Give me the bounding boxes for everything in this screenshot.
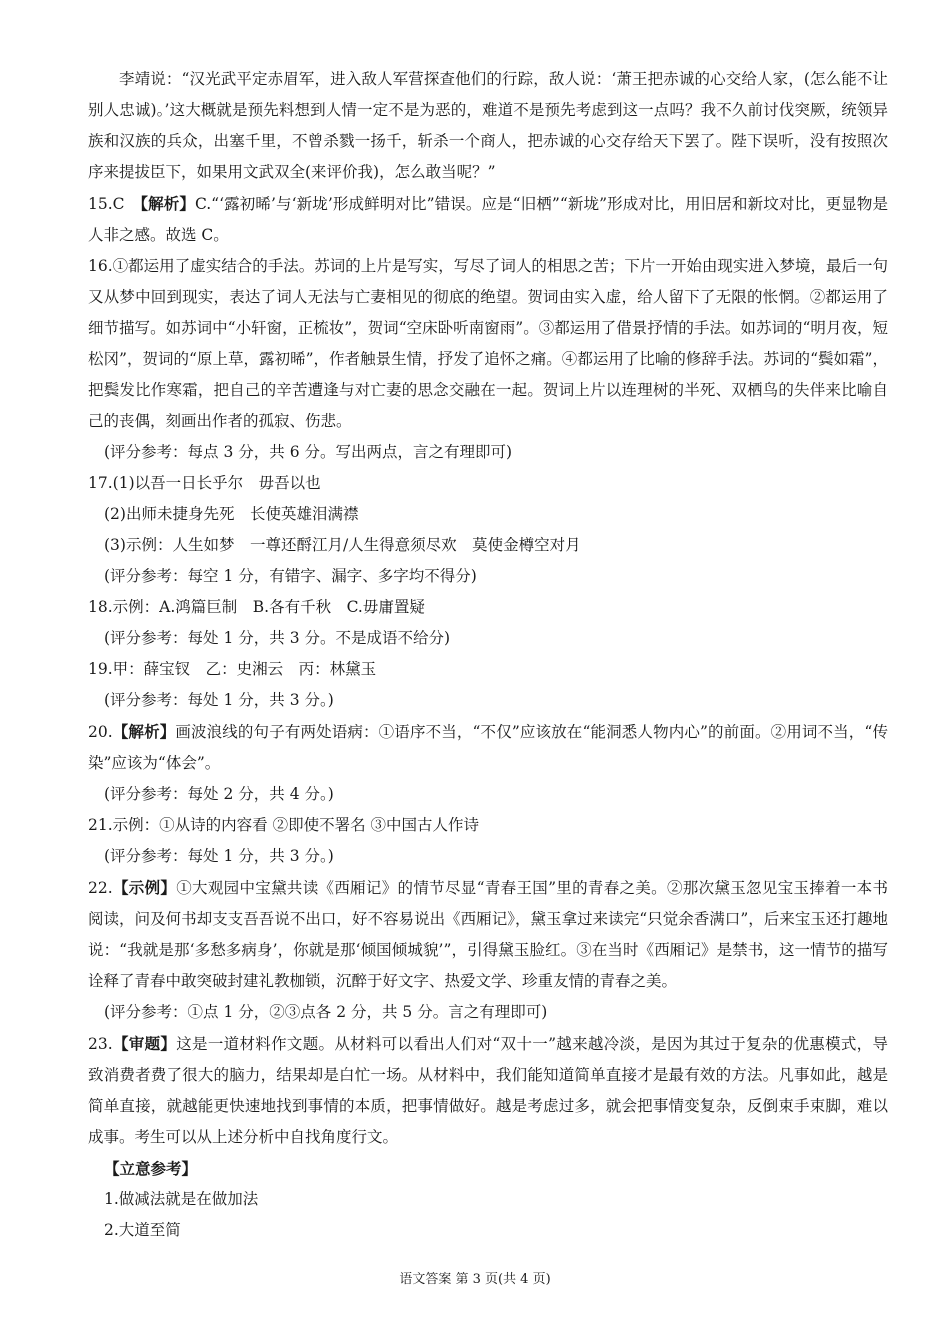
answer-23-reference-2: 2.大道至简 [104,1221,181,1239]
answer-17 [88,468,888,499]
answer-23-reference-1: 1.做减法就是在做加法 [104,1190,259,1208]
answer-18 [88,592,888,623]
answer-16-text: ①都运用了虚实结合的手法。苏词的上片是写实，写尽了词人的相思之苦；下片一开始由现实进入梦境，最后一句又从梦中回到现实，表达了词人无法与亡妻相见的彻底的绝望。贺词由实入虚，给人留下了无限的怅惘。②都运用了细节描写。如苏词中“小轩窗，正梳妆”，贺词“空床卧听南窗雨”。③都运用了借景抒情的手法。如苏词的“明月夜，短松冈”，贺词的“原上草，露初晞”，作者触景生情，抒发了追怀之痛。④都运用了比喻的修辞手法。苏词的“鬓如霜”，把鬓发比作寒霜，把自己的辛苦遭逢与对亡妻的思念交融在一起。贺词上片以连理树的半死、双栖鸟的失伴来比喻自己的丧偶，刻画出作者的孤寂、伤悲。 [88,257,888,430]
answer-20-scoring-note: (评分参考：每处 2 分，共 4 分。) [104,785,334,803]
answer-17-line-3: (3)示例：人生如梦 一尊还酹江月/人生得意须尽欢 莫使金樽空对月 [104,536,581,554]
page-footer: 语文答案 第 3 页(共 4 页) [399,1272,551,1287]
answer-17-number: 17. [88,474,113,492]
answer-16 [88,251,888,437]
answer-21-scoring-note: (评分参考：每处 1 分，共 3 分。) [104,847,334,865]
answer-21-number: 21. [88,816,113,834]
translation-paragraph: 李靖说：“汉光武平定赤眉军，进入敌人军营探查他们的行踪，敌人说：‘萧王把赤诚的心交给人家，(怎么能不让别人忠诚)。’这大概就是预先料想到人情一定不是为恶的，难道不是预先考虑到这一点吗？我不久前讨伐突厥，统领异族和汉族的兵众，出塞千里，不曾杀戮一扬千，斩杀一个商人，把赤诚的心交存给天下罢了。陛下误听，没有按照次序来提拔臣下，如果用文武双全(来评价我)，怎么敢当呢？” [88,70,888,181]
answer-22-text: ①大观园中宝黛共读《西厢记》的情节尽显“青春王国”里的青春之美。②那次黛玉忽见宝玉捧着一本书阅读，问及何书却支支吾吾说不出口，好不容易说出《西厢记》，黛玉拿过来读完“只觉余香满口”，后来宝玉还打趣地说：“我就是那‘多愁多病身’，你就是那‘倾国倾城貌’”，引得黛玉脸红。③在当时《西厢记》是禁书，这一情节的描写诠释了青春中敢突破封建礼教枷锁，沉醉于好文字、热爱文学、珍重友情的青春之美。 [88,879,888,990]
answer-23 [88,1028,888,1153]
answer-16-number: 16. [88,257,113,275]
answer-20 [88,716,888,779]
answer-23-tag: 【审题】 [112,1034,177,1053]
answer-16-scoring-note: (评分参考：每点 3 分，共 6 分。写出两点，言之有理即可) [104,443,513,461]
answer-22-scoring-note: (评分参考：①点 1 分，②③点各 2 分，共 5 分。言之有理即可) [104,1003,548,1021]
answer-21 [88,810,888,841]
answer-20-number: 20. [88,723,113,741]
answer-22 [88,872,888,997]
answer-21-text: 示例：①从诗的内容看 ②即使不署名 ③中国古人作诗 [112,816,480,834]
answer-23-text: 这是一道材料作文题。从材料可以看出人们对“双十一”越来越冷淡，是因为其过于复杂的优惠模式，导致消费者费了很大的脑力，结果却是白忙一场。从材料中，我们能知道简单直接才是最有效的方法。凡事如此，越是简单直接，就越能更快速地找到事情的本质，把事情做好。越是考虑过多，就会把事情变复杂，反倒束手束脚，难以成事。考生可以从上述分析中自找角度行文。 [88,1035,888,1146]
answer-content [88,64,888,1246]
answer-17-line-1: (1)以吾一日长乎尔 毋吾以也 [112,474,321,492]
answer-22-tag: 【示例】 [112,878,177,897]
answer-15-text: C.“‘露初晞’与‘新垅’形成鲜明对比”错误。应是“旧栖”“新垅”形成对比，用旧居和新坟对比，更显物是人非之感。故选 C。 [88,195,888,244]
answer-15-number: 15.C [88,195,125,213]
answer-15 [88,188,888,251]
answer-23-reference-heading: 【立意参考】 [104,1159,198,1178]
answer-18-text: 示例：A.鸿篇巨制 B.各有千秋 C.毋庸置疑 [112,598,425,616]
answer-15-tag: 【解析】 [140,194,195,213]
answer-20-text: 画波浪线的句子有两处语病：①语序不当，“不仅”应该放在“能洞悉人物内心”的前面。②用词不当，“传染”应该为“体会”。 [88,723,888,772]
answer-18-number: 18. [88,598,113,616]
answer-19 [88,654,888,685]
answer-17-scoring-note: (评分参考：每空 1 分，有错字、漏字、多字均不得分) [104,567,477,585]
answer-20-tag: 【解析】 [112,722,176,741]
answer-17-line-2: (2)出师未捷身先死 长使英雄泪满襟 [104,505,359,523]
answer-19-text: 甲：薛宝钗 乙：史湘云 丙：林黛玉 [112,660,377,678]
answer-19-scoring-note: (评分参考：每处 1 分，共 3 分。) [104,691,334,709]
answer-19-number: 19. [88,660,113,678]
answer-18-scoring-note: (评分参考：每处 1 分，共 3 分。不是成语不给分) [104,629,451,647]
answer-23-number: 23. [88,1035,113,1053]
answer-22-number: 22. [88,879,113,897]
